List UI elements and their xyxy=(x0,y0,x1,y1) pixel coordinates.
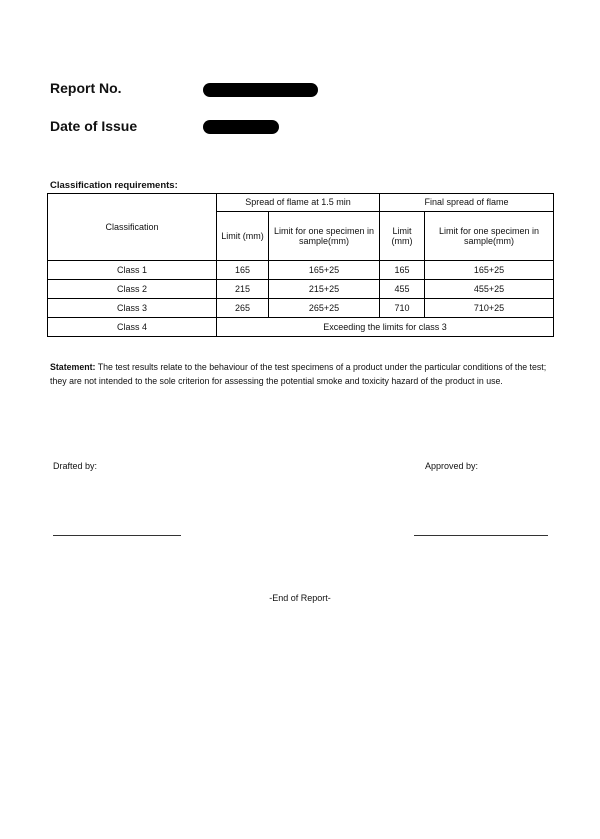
table-row-class4 xyxy=(48,318,554,337)
limit-cell: 455 xyxy=(380,280,425,299)
classification-title: Classification requirements: xyxy=(50,180,178,191)
specimen-limit-cell: 215+25 xyxy=(269,280,380,299)
approved-by-label: Approved by: xyxy=(425,461,479,471)
header-limit-mm-2: Limit (mm) xyxy=(380,212,425,261)
specimen-limit-cell: 265+25 xyxy=(269,299,380,318)
limit-cell: 215 xyxy=(217,280,269,299)
specimen-limit-cell: 455+25 xyxy=(425,280,554,299)
header-spread-1-5min: Spread of flame at 1.5 min xyxy=(217,194,380,212)
drafted-by-label: Drafted by: xyxy=(53,461,98,471)
class-cell: Class 4 xyxy=(48,318,217,337)
class-cell: Class 2 xyxy=(48,280,217,299)
report-no-label: Report No. xyxy=(50,80,122,96)
limit-cell: 165 xyxy=(217,261,269,280)
header-classification: Classification xyxy=(48,194,217,261)
table-row xyxy=(48,280,554,299)
statement-label: Statement: xyxy=(50,362,96,372)
specimen-limit-cell: 165+25 xyxy=(269,261,380,280)
header-limit-one-specimen-2: Limit for one specimen in sample(mm) xyxy=(425,212,554,261)
header-final-spread: Final spread of flame xyxy=(380,194,554,212)
specimen-limit-cell: 165+25 xyxy=(425,261,554,280)
limit-cell: 165 xyxy=(380,261,425,280)
limit-cell: 710 xyxy=(380,299,425,318)
header-limit-one-specimen-1: Limit for one specimen in sample(mm) xyxy=(269,212,380,261)
class-cell: Class 3 xyxy=(48,299,217,318)
table-row xyxy=(48,299,554,318)
table-header-row xyxy=(48,194,554,212)
limit-cell: 265 xyxy=(217,299,269,318)
classification-table xyxy=(47,193,554,337)
drafted-signature-line xyxy=(53,535,181,536)
end-of-report: -End of Report- xyxy=(269,593,331,603)
table-row xyxy=(48,261,554,280)
specimen-limit-cell: 710+25 xyxy=(425,299,554,318)
class4-description: Exceeding the limits for class 3 xyxy=(217,318,554,337)
statement-text: The test results relate to the behaviour of the test specimens of a product under the particular conditions of the test; they are not intended to the sole criterion for assessing the potential smoke and toxicity hazard of the product in use. xyxy=(50,362,547,386)
statement-paragraph xyxy=(50,360,550,388)
date-of-issue-label: Date of Issue xyxy=(50,118,138,134)
report-no-redaction xyxy=(203,83,318,97)
date-redaction xyxy=(203,120,279,134)
approved-signature-line xyxy=(414,535,548,536)
header-limit-mm-1: Limit (mm) xyxy=(217,212,269,261)
class-cell: Class 1 xyxy=(48,261,217,280)
